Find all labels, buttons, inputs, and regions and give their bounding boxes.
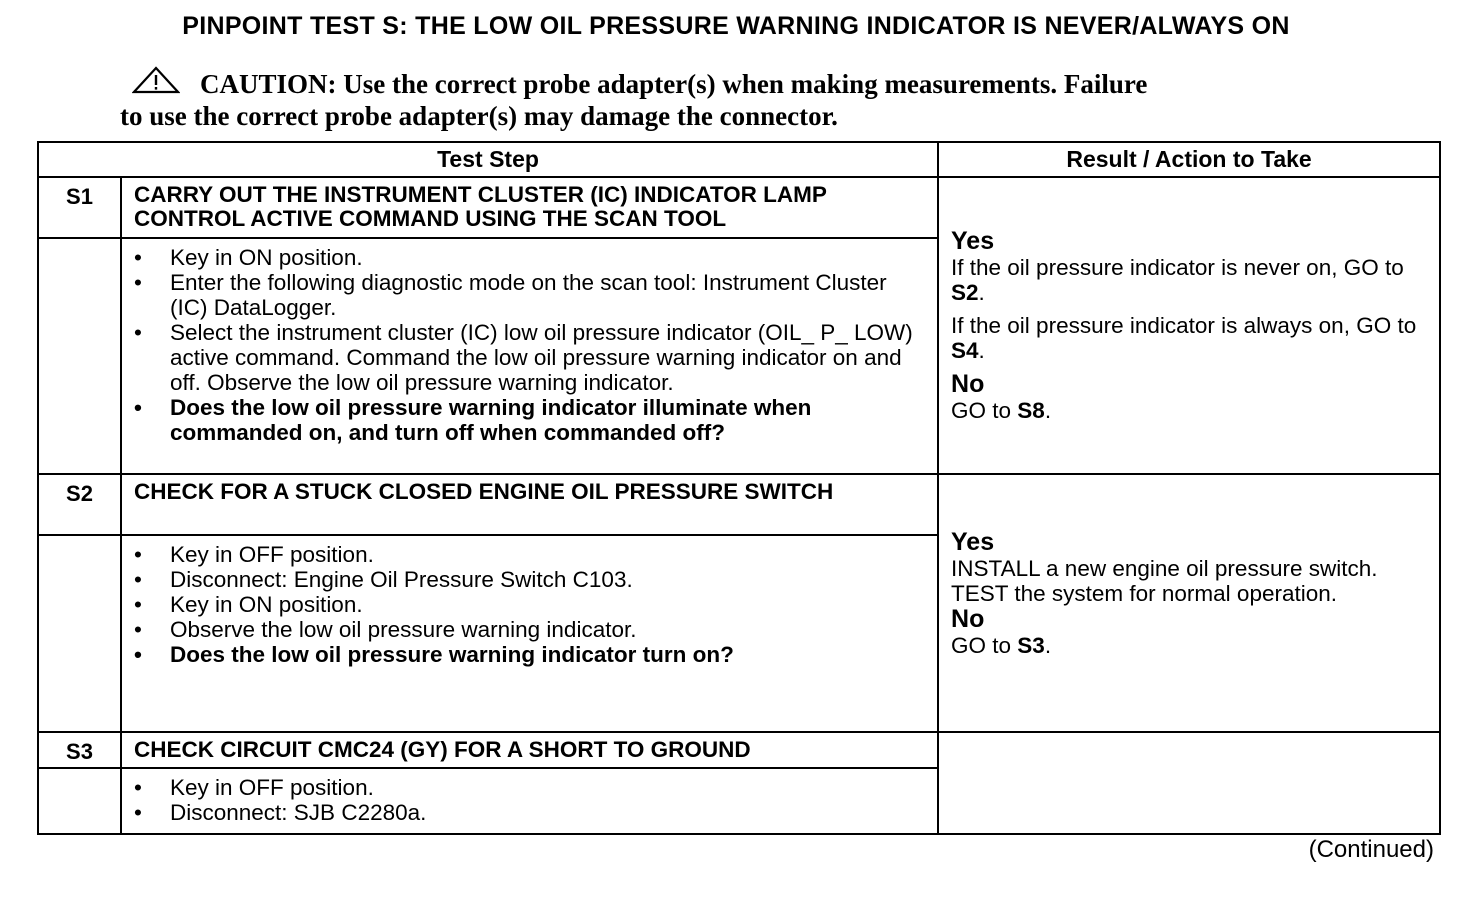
- result-no-label: No: [951, 604, 985, 633]
- caution-line-1: CAUTION: Use the correct probe adapter(s) when making measurements. Failure: [200, 69, 1148, 99]
- step-id-s2: S2: [38, 474, 121, 535]
- warning-triangle-icon: [132, 66, 180, 94]
- continued-label: (Continued): [1308, 836, 1434, 863]
- header-result-action: Result / Action to Take: [938, 142, 1440, 177]
- list-item: • Does the low oil pressure warning indicator turn on?: [132, 642, 927, 667]
- step-id-spacer: [38, 535, 121, 732]
- step-id-s1: S1: [38, 177, 121, 238]
- list-item: • Disconnect: SJB C2280a.: [132, 800, 927, 825]
- pinpoint-test-table: [37, 141, 1441, 835]
- list-item: • Key in ON position.: [132, 245, 927, 270]
- step-id-spacer: [38, 238, 121, 474]
- list-item: • Key in ON position.: [132, 592, 927, 617]
- step-reference: S3: [1017, 632, 1045, 658]
- step-reference: S2: [951, 280, 979, 305]
- result-no-text: GO to S3.: [951, 632, 1052, 658]
- list-item: • Disconnect: Engine Oil Pressure Switch C103.: [132, 567, 927, 592]
- header-test-step: Test Step: [38, 142, 938, 177]
- step-id-spacer: [38, 768, 121, 834]
- list-item: • Does the low oil pressure warning indicator illuminate when commanded on, and turn off when commanded off?: [132, 395, 927, 445]
- result-s3: [938, 732, 1440, 834]
- step-body-s2: [121, 535, 938, 732]
- list-item: • Key in OFF position.: [132, 542, 927, 567]
- result-s2: [938, 474, 1440, 732]
- list-item: • Enter the following diagnostic mode on the scan tool: Instrument Cluster (IC) DataLogger.: [132, 270, 927, 320]
- caution-notice: [120, 68, 1360, 132]
- result-yes-label: Yes: [951, 227, 995, 255]
- result-yes-text: If the oil pressure indicator is never on, GO to S2.: [951, 255, 1404, 305]
- step-id-s3: S3: [38, 732, 121, 768]
- result-yes-text: INSTALL a new engine oil pressure switch.: [951, 555, 1378, 581]
- step-body-s1: [121, 238, 938, 474]
- step-reference: S8: [1017, 398, 1045, 423]
- result-yes-text: TEST the system for normal operation.: [951, 580, 1338, 606]
- result-no-text: GO to S8.: [951, 398, 1052, 423]
- result-yes-text: If the oil pressure indicator is always on, GO to S4.: [951, 313, 1417, 363]
- step-reference: S4: [951, 338, 979, 363]
- result-s1: [938, 177, 1440, 474]
- list-item: • Key in OFF position.: [132, 775, 927, 800]
- result-yes-label: Yes: [951, 527, 995, 556]
- page-title: PINPOINT TEST S: THE LOW OIL PRESSURE WARNING INDICATOR IS NEVER/ALWAYS ON: [182, 12, 1290, 40]
- list-item: • Select the instrument cluster (IC) low oil pressure indicator (OIL_ P_ LOW) active command. Command the low oil pressure warning indicator on and off. Observe the low oil pressure warning indicator.: [132, 320, 927, 395]
- result-no-label: No: [951, 370, 985, 398]
- step-body-s3: [121, 768, 938, 834]
- step-heading-s1: CARRY OUT THE INSTRUMENT CLUSTER (IC) INDICATOR LAMP CONTROL ACTIVE COMMAND USING THE SCAN TOOL: [121, 177, 938, 238]
- caution-line-2: to use the correct probe adapter(s) may damage the connector.: [120, 101, 838, 131]
- step-heading-s3: CHECK CIRCUIT CMC24 (GY) FOR A SHORT TO GROUND: [121, 732, 938, 768]
- step-heading-s2: CHECK FOR A STUCK CLOSED ENGINE OIL PRESSURE SWITCH: [121, 474, 938, 535]
- list-item: • Observe the low oil pressure warning indicator.: [132, 617, 927, 642]
